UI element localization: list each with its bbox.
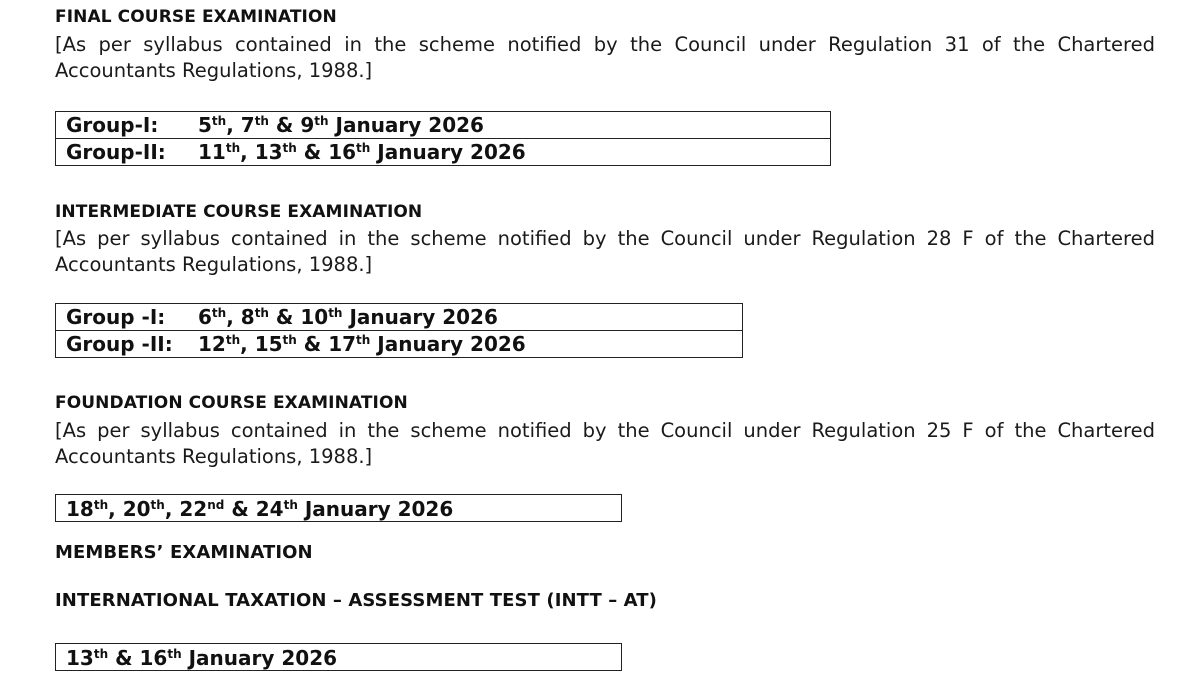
intermediate-course-note — [55, 226, 1155, 278]
foundation-course-note-line1: [As per syllabus contained in the scheme notified by the Council under Regulation 25 F of the Chartered — [55, 419, 1155, 442]
final-course-heading: FINAL COURSE EXAMINATION — [55, 7, 337, 27]
intt-at-heading: INTERNATIONAL TAXATION – ASSESSMENT TEST (INTT – AT) — [55, 590, 657, 611]
intermediate-group-2-dates: 12th, 15th & 17th January 2026 — [198, 332, 526, 356]
final-group-1-label: Group-I: — [66, 113, 159, 137]
intermediate-group-1-label: Group -I: — [66, 305, 166, 329]
final-course-note — [55, 32, 1155, 84]
final-group-2-row — [56, 139, 831, 166]
intermediate-group-1-dates: 6th, 8th & 10th January 2026 — [198, 305, 498, 329]
final-course-note-line2: Accountants Regulations, 1988.] — [55, 59, 373, 82]
foundation-course-dates-box: 18th, 20th, 22nd & 24th January 2026 — [55, 494, 622, 522]
final-group-2-label: Group-II: — [66, 140, 166, 164]
intermediate-course-dates-table — [55, 303, 743, 358]
intermediate-course-note-line1: [As per syllabus contained in the scheme notified by the Council under Regulation 28 F of the Chartered — [55, 227, 1155, 250]
intermediate-group-2-label: Group -II: — [66, 332, 173, 356]
intermediate-group-2-row — [56, 331, 743, 358]
foundation-course-heading: FOUNDATION COURSE EXAMINATION — [55, 393, 408, 413]
foundation-course-note-line2: Accountants Regulations, 1988.] — [55, 445, 373, 468]
intermediate-group-1-row — [56, 304, 743, 331]
intermediate-course-note-line2: Accountants Regulations, 1988.] — [55, 253, 373, 276]
final-group-1-dates: 5th, 7th & 9th January 2026 — [198, 113, 484, 137]
members-examination-heading: MEMBERS’ EXAMINATION — [55, 542, 313, 563]
final-course-note-line1: [As per syllabus contained in the scheme notified by the Council under Regulation 31 of the Chartered — [55, 33, 1155, 56]
final-group-2-dates: 11th, 13th & 16th January 2026 — [198, 140, 526, 164]
final-course-dates-table — [55, 111, 831, 166]
foundation-course-note — [55, 418, 1155, 470]
intt-at-dates-box: 13th & 16th January 2026 — [55, 643, 622, 671]
intermediate-course-heading: INTERMEDIATE COURSE EXAMINATION — [55, 202, 423, 222]
final-group-1-row — [56, 112, 831, 139]
